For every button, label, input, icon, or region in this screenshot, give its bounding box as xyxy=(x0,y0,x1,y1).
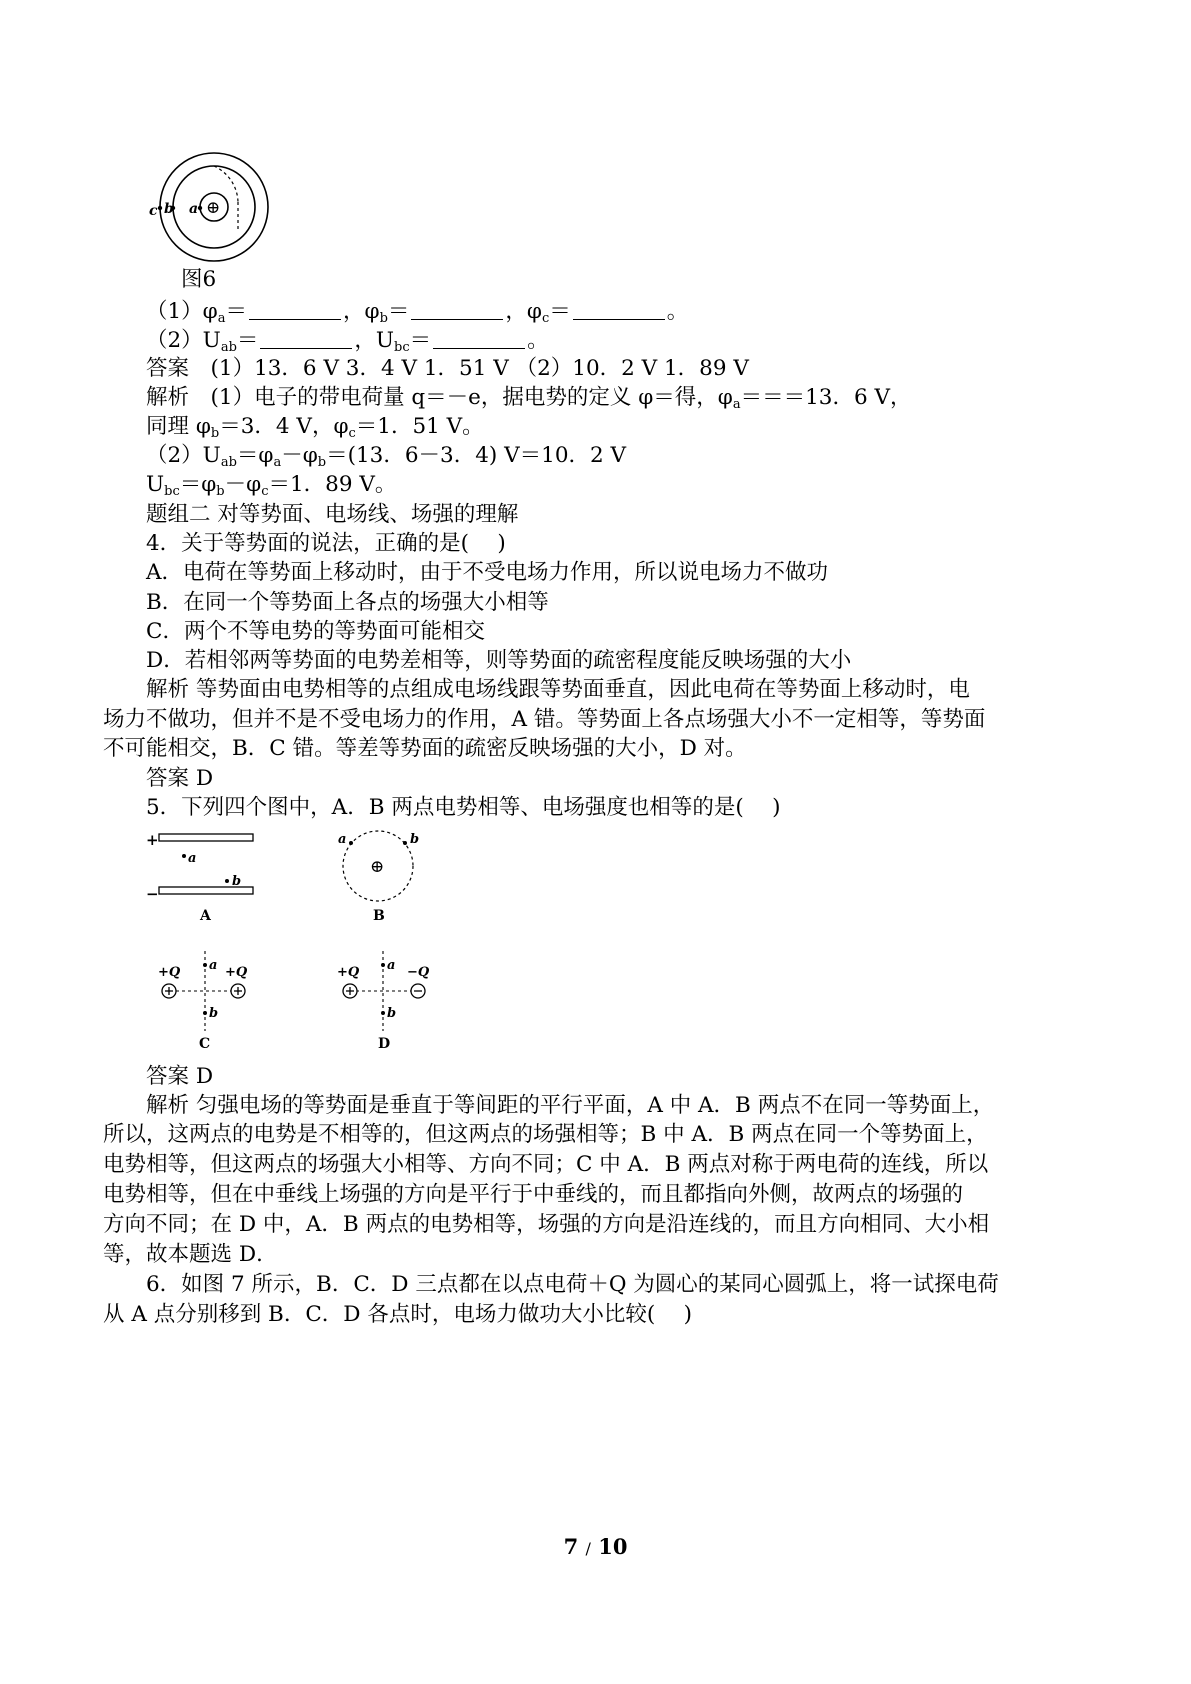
svg-text:b: b xyxy=(387,1006,397,1021)
q3-analysis-line2: 同理 $\varphi_b=3$．4 V，$\varphi_c=1$．51 V。 xyxy=(146,414,484,441)
q5-analysis-line5: 方向不同；在 D 中，A．B 两点的电势相等，场强的方向是沿连线的，而且方向相同、大小相 xyxy=(103,1212,990,1237)
fig6-label-c: c xyxy=(149,203,158,219)
q5-fig-a-label: A xyxy=(200,908,211,924)
fig6-nucleus: ⊕ xyxy=(206,198,221,218)
q4-analysis-line3: 不可能相交，B．C 错。等差等势面的疏密反映场强的大小，D 对。 xyxy=(103,736,747,761)
svg-text:b: b xyxy=(410,832,420,847)
svg-text:b: b xyxy=(209,1006,219,1021)
q4-option-a: A．电荷在等势面上移动时，由于不受电场力作用，所以说电场力不做功 xyxy=(146,560,829,585)
svg-text:a: a xyxy=(209,958,218,973)
q6-stem-line1: 6．如图 7 所示，B．C．D 三点都在以点电荷＋Q 为圆心的某同心圆弧上，将一试探电荷 xyxy=(146,1272,999,1297)
q4-answer: 答案 D xyxy=(146,766,214,791)
svg-text:+: + xyxy=(146,831,159,849)
q5-fig-d xyxy=(337,951,430,1052)
group2-title: 题组二 对等势面、电场线、场强的理解 xyxy=(146,502,519,527)
q5-fig-b xyxy=(338,831,419,924)
q4-option-c: C．两个不等电势的等势面可能相交 xyxy=(146,619,485,644)
q5-answer: 答案 D xyxy=(146,1064,214,1089)
blank-u-bc[interactable] xyxy=(433,328,525,349)
q5-analysis-line1: 解析 匀强电场的等势面是垂直于等间距的平行平面，A 中 A．B 两点不在同一等势面上， xyxy=(146,1093,995,1118)
q5-analysis-line6: 等，故本题选 D． xyxy=(103,1242,278,1267)
svg-text:a: a xyxy=(387,958,396,973)
q4-option-b: B．在同一个等势面上各点的场强大小相等 xyxy=(146,590,549,615)
blank-u-ab[interactable] xyxy=(260,328,352,349)
q3-analysis-line3: $(2)U_{ab}=\varphi_a-\varphi_b=(13$．6－3．4) V＝10．2 V xyxy=(146,443,627,470)
q6-stem-line2: 从 A 点分别移到 B．C．D 各点时，电场力做功大小比较( ) xyxy=(103,1302,692,1327)
q4-stem: 4．关于等势面的说法，正确的是( ) xyxy=(146,531,506,556)
q5-fig-d-label: D xyxy=(378,1036,391,1052)
q3-analysis-line1: 解析 (1）电子的带电荷量 q＝－e，据电势的定义 φ＝得，$\varphi_a===13$．6 V， xyxy=(146,385,912,412)
svg-text:+Q: +Q xyxy=(158,965,181,980)
svg-text:b: b xyxy=(232,874,242,889)
page-number: 7 / 10 xyxy=(563,1534,628,1559)
svg-text:a: a xyxy=(188,851,197,866)
q5-fig-c xyxy=(158,951,248,1052)
q4-analysis-line2: 场力不做功，但并不是不受电场力的作用，A 错。等势面上各点场强大小不一定相等，等势面 xyxy=(103,707,986,732)
svg-text:+Q: +Q xyxy=(337,965,360,980)
q5-analysis-line4: 电势相等，但在中垂线上场强的方向是平行于中垂线的，而且都指向外侧，故两点的场强的 xyxy=(103,1182,964,1207)
svg-text:−: − xyxy=(146,885,159,903)
svg-text:+Q: +Q xyxy=(225,965,248,980)
q3-part2: $(2)U_{ab}=$ ，$U_{bc}=$ 。 xyxy=(146,328,549,355)
svg-text:−Q: −Q xyxy=(407,965,430,980)
q5-figures xyxy=(140,823,440,1058)
q3-answer: 答案 (1）13．6 V 3．4 V 1．51 V （2）10．2 V 1．89 V xyxy=(146,356,749,381)
q5-stem: 5．下列四个图中，A．B 两点电势相等、电场强度也相等的是( ) xyxy=(146,795,781,820)
fig6-label-a: a xyxy=(189,201,199,217)
q4-option-d: D．若相邻两等势面的电势差相等，则等势面的疏密程度能反映场强的大小 xyxy=(146,648,852,673)
fig6-label-b: b xyxy=(164,201,174,217)
q5-fig-b-label: B xyxy=(373,908,385,924)
q4-analysis-line1: 解析 等势面由电势相等的点组成电场线跟等势面垂直，因此电荷在等势面上移动时，电 xyxy=(146,677,970,702)
q3-part1: $(1)\varphi_a=$ ，$\varphi_b=$ ，$\varphi_c=$ 。 xyxy=(146,299,689,326)
q5-fig-c-label: C xyxy=(199,1036,211,1052)
blank-phi-b[interactable] xyxy=(411,299,503,320)
svg-text:a: a xyxy=(338,832,347,847)
q3-analysis-line4: $U_{bc}=\varphi_b-\varphi_c=1$．89 V。 xyxy=(146,472,397,499)
q5-analysis-line3: 电势相等，但这两点的场强大小相等、方向不同；C 中 A．B 两点对称于两电荷的连线，所以 xyxy=(103,1152,989,1177)
q5-fig-a xyxy=(146,831,253,924)
figure-6-caption: 图6 xyxy=(181,267,217,292)
blank-phi-c[interactable] xyxy=(573,299,665,320)
svg-text:⊕: ⊕ xyxy=(370,857,385,877)
q5-analysis-line2: 所以，这两点的电势是不相等的，但这两点的场强相等；B 中 A．B 两点在同一个等势面上， xyxy=(103,1122,988,1147)
figure-6 xyxy=(146,150,276,265)
blank-phi-a[interactable] xyxy=(249,299,341,320)
